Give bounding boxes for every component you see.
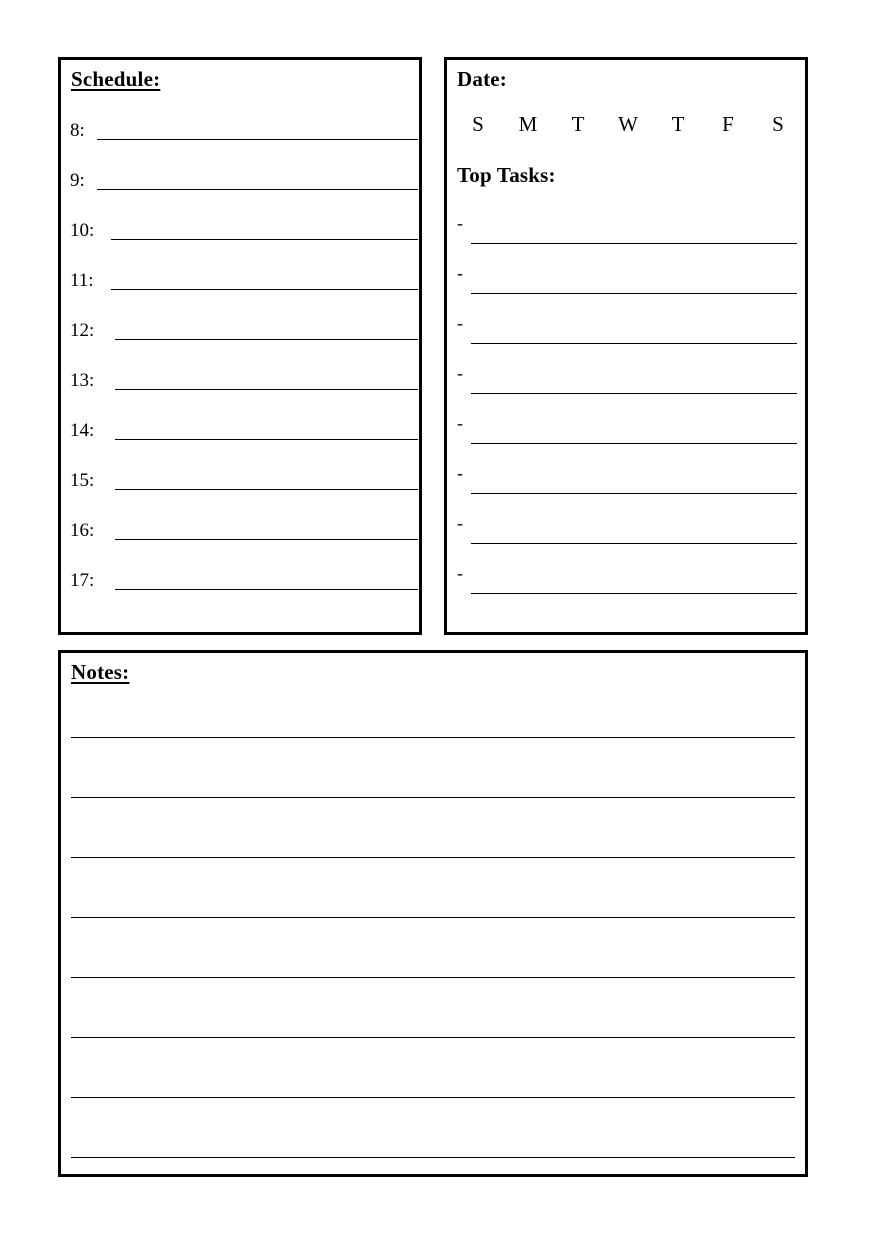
task-dash: -	[457, 213, 463, 233]
day-letter-thursday[interactable]: T	[671, 112, 685, 136]
notes-write-line[interactable]	[71, 737, 795, 738]
notes-section	[58, 650, 808, 1177]
task-write-line[interactable]	[471, 493, 797, 494]
task-row[interactable]	[457, 550, 797, 600]
schedule-write-line[interactable]	[97, 189, 418, 190]
schedule-row[interactable]	[70, 318, 418, 344]
schedule-heading: Schedule:	[71, 67, 161, 91]
task-write-line[interactable]	[471, 293, 797, 294]
top-tasks-heading: Top Tasks:	[457, 163, 556, 187]
task-write-line[interactable]	[471, 593, 797, 594]
day-letter-tuesday[interactable]: T	[571, 112, 585, 136]
schedule-write-line[interactable]	[115, 489, 418, 490]
schedule-row-label: 16:	[70, 520, 95, 541]
schedule-write-line[interactable]	[115, 339, 418, 340]
task-row[interactable]	[457, 300, 797, 350]
task-row[interactable]	[457, 500, 797, 550]
task-dash: -	[457, 463, 463, 483]
day-letter-wednesday[interactable]: W	[618, 112, 638, 136]
schedule-row[interactable]	[70, 468, 418, 494]
schedule-write-line[interactable]	[115, 539, 418, 540]
schedule-row-label: 17:	[70, 570, 95, 591]
notes-write-line[interactable]	[71, 917, 795, 918]
task-row[interactable]	[457, 400, 797, 450]
schedule-write-line[interactable]	[115, 439, 418, 440]
task-dash: -	[457, 513, 463, 533]
task-row[interactable]	[457, 200, 797, 250]
schedule-row-label: 12:	[70, 320, 95, 341]
schedule-row-label: 8:	[70, 120, 85, 141]
schedule-write-line[interactable]	[115, 389, 418, 390]
schedule-write-line[interactable]	[115, 589, 418, 590]
task-row[interactable]	[457, 350, 797, 400]
schedule-row-label: 15:	[70, 470, 95, 491]
notes-write-line[interactable]	[71, 1037, 795, 1038]
task-write-line[interactable]	[471, 243, 797, 244]
task-write-line[interactable]	[471, 343, 797, 344]
task-row[interactable]	[457, 450, 797, 500]
schedule-row[interactable]	[70, 368, 418, 394]
task-dash: -	[457, 413, 463, 433]
schedule-row[interactable]	[70, 168, 418, 194]
day-letter-saturday[interactable]: S	[772, 112, 784, 136]
task-dash: -	[457, 263, 463, 283]
schedule-section	[58, 57, 422, 635]
notes-write-line[interactable]	[71, 977, 795, 978]
schedule-row[interactable]	[70, 218, 418, 244]
task-row[interactable]	[457, 250, 797, 300]
task-dash: -	[457, 563, 463, 583]
schedule-row[interactable]	[70, 268, 418, 294]
schedule-write-line[interactable]	[111, 289, 418, 290]
notes-heading: Notes:	[71, 660, 130, 684]
schedule-row-label: 9:	[70, 170, 85, 191]
day-letter-sunday[interactable]: S	[472, 112, 484, 136]
notes-write-line[interactable]	[71, 1157, 795, 1158]
schedule-row[interactable]	[70, 418, 418, 444]
task-write-line[interactable]	[471, 443, 797, 444]
task-write-line[interactable]	[471, 393, 797, 394]
task-write-line[interactable]	[471, 543, 797, 544]
notes-write-line[interactable]	[71, 857, 795, 858]
schedule-write-line[interactable]	[97, 139, 418, 140]
notes-write-line[interactable]	[71, 797, 795, 798]
date-heading: Date:	[457, 67, 507, 91]
day-letter-monday[interactable]: M	[518, 112, 538, 136]
schedule-row-label: 10:	[70, 220, 95, 241]
schedule-row-label: 13:	[70, 370, 95, 391]
schedule-row-label: 11:	[70, 270, 94, 291]
day-of-week-selector[interactable]	[463, 112, 793, 136]
schedule-row[interactable]	[70, 118, 418, 144]
day-letter-friday[interactable]: F	[722, 112, 734, 136]
schedule-write-line[interactable]	[111, 239, 418, 240]
notes-write-line[interactable]	[71, 1097, 795, 1098]
schedule-row[interactable]	[70, 568, 418, 594]
date-and-tasks-section	[444, 57, 808, 635]
task-dash: -	[457, 363, 463, 383]
schedule-row-label: 14:	[70, 420, 95, 441]
schedule-row[interactable]	[70, 518, 418, 544]
task-dash: -	[457, 313, 463, 333]
